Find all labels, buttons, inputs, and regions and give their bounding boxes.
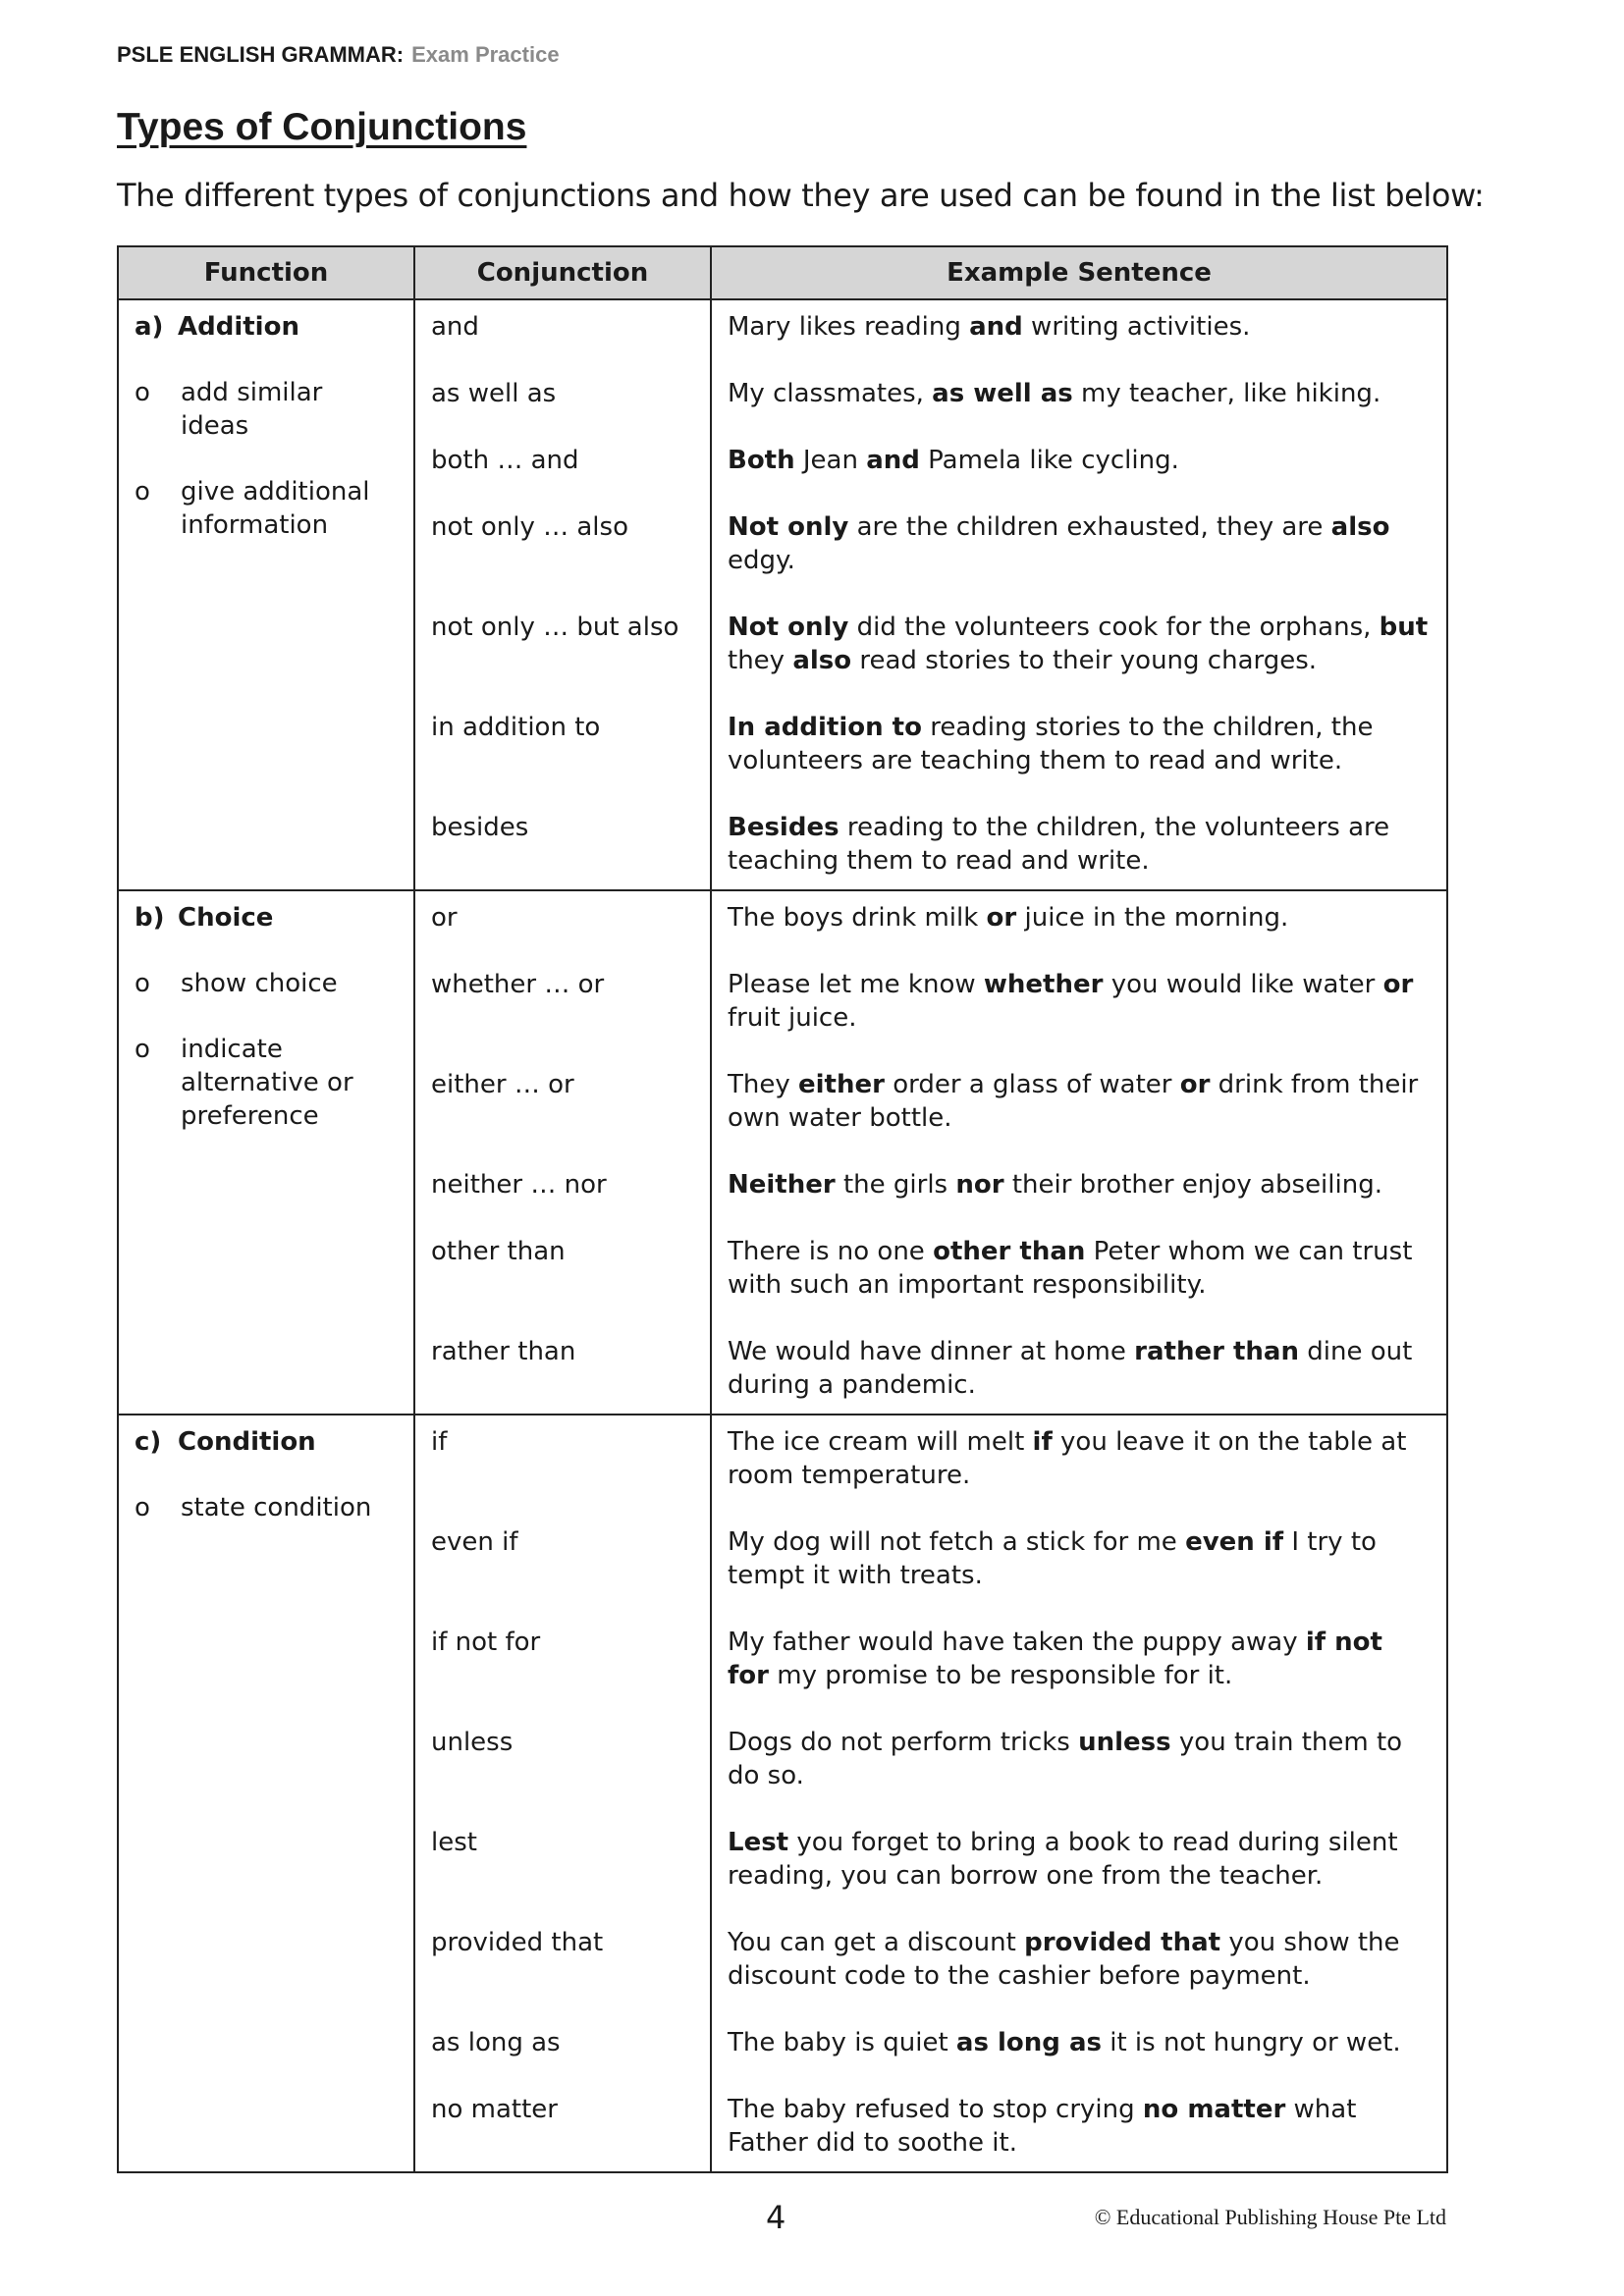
table-body	[118, 299, 1447, 2172]
conjunction-item: unless	[431, 1728, 514, 1757]
function-bullet	[135, 967, 398, 1000]
example-keyword: whether	[983, 970, 1104, 999]
function-title	[135, 1425, 398, 1459]
example-text: they	[728, 646, 793, 675]
example-text: you show the discount code to the cashier before payment.	[728, 1928, 1400, 1991]
example-text: I try to tempt it with treats.	[728, 1527, 1377, 1590]
function-title	[135, 310, 398, 344]
example-text: reading stories to the children, the volunteers are teaching them to read and write.	[728, 713, 1374, 775]
example-text: My father would have taken the puppy away	[728, 1628, 1306, 1657]
example-text: There is no one	[728, 1237, 934, 1266]
example-text: The baby is quiet	[728, 2028, 956, 2057]
example-cell	[711, 1415, 1447, 2172]
example-text: what Father did to soothe it.	[728, 2095, 1357, 2158]
example-keyword: if not for	[728, 1628, 1382, 1690]
example-text: My classmates,	[728, 379, 933, 408]
example-keyword: Both	[728, 446, 795, 475]
conjunction-item: if not for	[431, 1628, 541, 1657]
example-text: it is not hungry or wet.	[1101, 2028, 1401, 2057]
example-text: Please let me know	[728, 970, 984, 999]
function-bullet	[135, 1491, 398, 1524]
table-section-row	[118, 1415, 1447, 2172]
example-text: The ice cream will melt	[728, 1427, 1033, 1457]
function-cell	[118, 299, 414, 890]
example-sentence	[728, 310, 1431, 377]
conjunction-item: as well as	[431, 379, 557, 408]
example-text: fruit juice.	[728, 1003, 857, 1033]
function-name: Condition	[178, 1427, 316, 1457]
example-keyword: as well as	[932, 379, 1073, 408]
example-text: writing activities.	[1022, 312, 1251, 342]
conjunction-item: neither … nor	[431, 1170, 607, 1200]
conjunction-item: or	[431, 903, 458, 933]
conjunction-item: provided that	[431, 1928, 604, 1957]
example-sentence	[728, 711, 1431, 811]
example-text: My dog will not fetch a stick for me	[728, 1527, 1186, 1557]
example-keyword: and	[969, 312, 1023, 342]
example-keyword: Not only	[728, 613, 849, 642]
example-keyword: other than	[933, 1237, 1086, 1266]
function-title	[135, 901, 398, 934]
example-sentence	[728, 1926, 1431, 2026]
function-bullet	[135, 475, 398, 542]
example-text: you forget to bring a book to read during silent reading, you can borrow one from the teacher.	[728, 1828, 1398, 1891]
example-sentence	[728, 611, 1431, 711]
example-text: The baby refused to stop crying	[728, 2095, 1143, 2124]
example-keyword: also	[792, 646, 852, 675]
bullet-text: indicate alternative or preference	[181, 1035, 353, 1131]
example-sentence	[728, 510, 1431, 611]
example-text: Pamela like cycling.	[919, 446, 1179, 475]
bullet-text: state condition	[181, 1493, 372, 1522]
example-sentence	[728, 1726, 1431, 1826]
example-text: Jean	[794, 446, 867, 475]
bullet-text: show choice	[181, 969, 338, 998]
example-text: you would like water	[1103, 970, 1383, 999]
example-text: Mary likes reading	[728, 312, 970, 342]
conjunction-item: as long as	[431, 2028, 561, 2057]
example-keyword: nor	[955, 1170, 1004, 1200]
function-letter: a)	[135, 312, 164, 342]
example-keyword: Lest	[728, 1828, 789, 1857]
bullet-marker: o	[135, 969, 150, 998]
conjunction-item: if	[431, 1427, 448, 1457]
example-cell	[711, 299, 1447, 890]
header-function: Function	[118, 246, 414, 299]
example-text: my promise to be responsible for it.	[769, 1661, 1233, 1690]
example-text: We would have dinner at home	[728, 1337, 1135, 1366]
conjunctions-table	[117, 245, 1448, 2173]
conjunction-item: other than	[431, 1237, 566, 1266]
table-section-row	[118, 890, 1447, 1415]
example-keyword: and	[866, 446, 920, 475]
example-text: are the children exhausted, they are	[848, 512, 1331, 542]
bullet-text: add similar ideas	[181, 378, 323, 441]
example-keyword: rather than	[1134, 1337, 1299, 1366]
header-brand: PSLE ENGLISH GRAMMAR:	[117, 42, 405, 67]
example-sentence	[728, 2093, 1431, 2160]
function-bullet	[135, 1033, 398, 1133]
example-text: Peter whom we can trust with such an important responsibility.	[728, 1237, 1413, 1300]
example-text: read stories to their young charges.	[851, 646, 1318, 675]
header-conjunction: Conjunction	[414, 246, 711, 299]
conjunction-cell	[414, 890, 711, 1415]
function-letter: b)	[135, 903, 165, 933]
page-title: Types of Conjunctions	[117, 106, 527, 148]
intro-text: The different types of conjunctions and how they are used can be found in the list below:	[117, 177, 1485, 214]
example-keyword: In addition to	[728, 713, 922, 742]
conjunction-cell	[414, 299, 711, 890]
example-text: You can get a discount	[728, 1928, 1025, 1957]
example-keyword: Neither	[728, 1170, 836, 1200]
example-keyword: or	[986, 903, 1017, 933]
example-sentence	[728, 1335, 1431, 1402]
example-cell	[711, 890, 1447, 1415]
conjunction-item: besides	[431, 813, 529, 842]
example-keyword: Besides	[728, 813, 839, 842]
conjunction-item: lest	[431, 1828, 477, 1857]
example-sentence	[728, 2026, 1431, 2093]
example-text: the girls	[835, 1170, 956, 1200]
example-keyword: even if	[1185, 1527, 1284, 1557]
example-text: The boys drink milk	[728, 903, 987, 933]
example-text: Dogs do not perform tricks	[728, 1728, 1079, 1757]
bullet-text: give additional information	[181, 477, 370, 540]
header-example: Example Sentence	[711, 246, 1447, 299]
example-text: their brother enjoy abseiling.	[1003, 1170, 1382, 1200]
example-sentence	[728, 811, 1431, 878]
example-sentence	[728, 1626, 1431, 1726]
bullet-marker: o	[135, 1493, 150, 1522]
example-keyword: Not only	[728, 512, 849, 542]
example-text: you train them to do so.	[728, 1728, 1403, 1790]
table-header-row	[118, 246, 1447, 299]
function-name: Addition	[178, 312, 299, 342]
example-keyword: but	[1379, 613, 1429, 642]
function-cell	[118, 1415, 414, 2172]
example-sentence	[728, 1525, 1431, 1626]
header-section: Exam Practice	[411, 42, 560, 67]
conjunction-item: not only … but also	[431, 613, 679, 642]
example-keyword: also	[1330, 512, 1390, 542]
conjunction-item: either … or	[431, 1070, 574, 1099]
example-text: did the volunteers cook for the orphans,	[848, 613, 1380, 642]
conjunction-item: not only … also	[431, 512, 628, 542]
bullet-marker: o	[135, 1035, 150, 1064]
example-text: They	[728, 1070, 799, 1099]
conjunction-cell	[414, 1415, 711, 2172]
example-text: juice in the morning.	[1016, 903, 1289, 933]
bullet-marker: o	[135, 378, 150, 407]
function-letter: c)	[135, 1427, 162, 1457]
example-keyword: unless	[1078, 1728, 1171, 1757]
example-keyword: provided that	[1024, 1928, 1221, 1957]
example-sentence	[728, 901, 1431, 968]
example-keyword: or	[1382, 970, 1414, 999]
conjunction-item: whether … or	[431, 970, 605, 999]
example-sentence	[728, 1168, 1431, 1235]
example-text: reading to the children, the volunteers are teaching them to read and write.	[728, 813, 1390, 876]
conjunction-item: no matter	[431, 2095, 558, 2124]
example-text: my teacher, like hiking.	[1072, 379, 1381, 408]
conjunction-item: rather than	[431, 1337, 576, 1366]
function-cell	[118, 890, 414, 1415]
example-text: edgy.	[728, 546, 795, 575]
example-keyword: no matter	[1142, 2095, 1286, 2124]
example-text: drink from their own water bottle.	[728, 1070, 1419, 1133]
conjunction-item: in addition to	[431, 713, 601, 742]
example-text: order a glass of water	[884, 1070, 1180, 1099]
function-bullet	[135, 376, 398, 443]
example-sentence	[728, 1068, 1431, 1168]
conjunction-item: and	[431, 312, 479, 342]
example-text: dine out during a pandemic.	[728, 1337, 1413, 1400]
example-sentence	[728, 1826, 1431, 1926]
table-section-row	[118, 299, 1447, 890]
example-keyword: if	[1032, 1427, 1053, 1457]
example-keyword: or	[1179, 1070, 1211, 1099]
copyright: © Educational Publishing House Pte Ltd	[1094, 2205, 1446, 2229]
page-number: 4	[766, 2199, 786, 2236]
example-keyword: as long as	[955, 2028, 1102, 2057]
example-sentence	[728, 1235, 1431, 1335]
example-sentence	[728, 377, 1431, 444]
example-sentence	[728, 444, 1431, 510]
example-text: you leave it on the table at room temperature.	[728, 1427, 1407, 1490]
example-keyword: either	[798, 1070, 885, 1099]
example-sentence	[728, 968, 1431, 1068]
conjunction-item: both … and	[431, 446, 579, 475]
example-sentence	[728, 1425, 1431, 1525]
function-name: Choice	[178, 903, 274, 933]
conjunction-item: even if	[431, 1527, 518, 1557]
running-header	[117, 42, 560, 68]
bullet-marker: o	[135, 477, 150, 507]
